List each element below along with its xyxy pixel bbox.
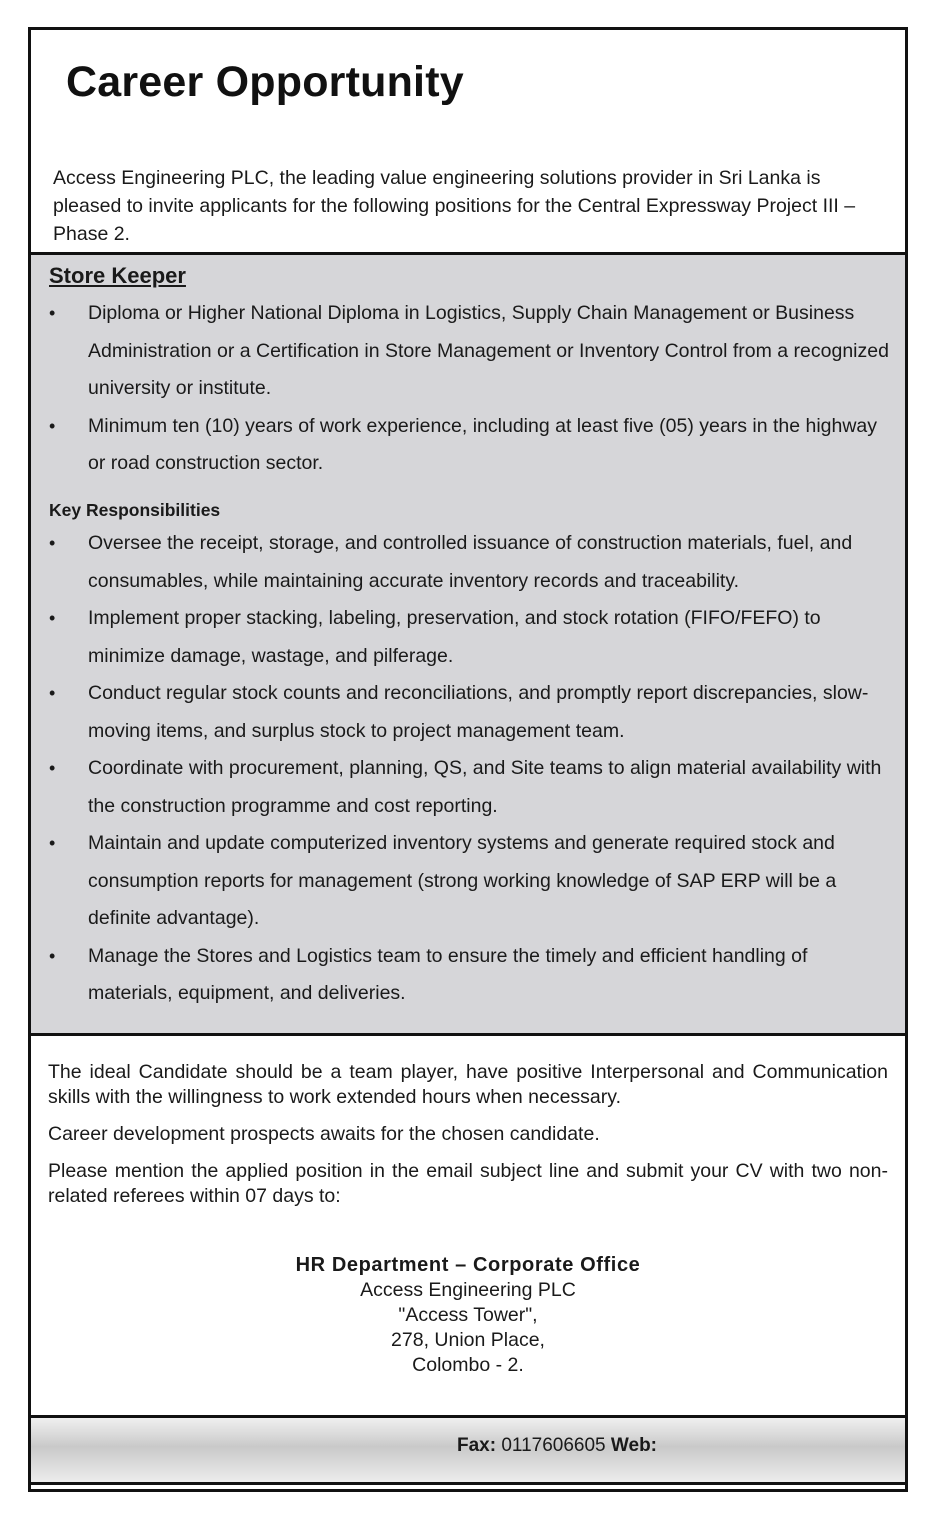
- address-line: Colombo - 2.: [412, 1354, 524, 1376]
- fax-number: 0117606605: [501, 1435, 606, 1456]
- page-title: Career Opportunity: [66, 58, 464, 106]
- responsibility-item: [49, 675, 893, 750]
- requirement-item: [49, 408, 893, 483]
- address-block: [31, 1253, 905, 1378]
- contact-line: [457, 1435, 657, 1457]
- address-line: 278, Union Place,: [391, 1329, 545, 1351]
- responsibilities-list: [49, 525, 893, 1013]
- bullet-icon: •: [49, 758, 56, 778]
- responsibility-item: [49, 600, 893, 675]
- bullet-icon: •: [49, 303, 56, 323]
- responsibility-text: Implement proper stacking, labeling, preservation, and stock rotation (FIFO/FEFO) to minimize damage, wastage, and pilferage.: [88, 607, 821, 667]
- responsibility-item: [49, 750, 893, 825]
- bullet-icon: •: [49, 608, 56, 628]
- bullet-icon: •: [49, 945, 56, 966]
- contact-footer: [31, 1415, 905, 1485]
- closing-section: [48, 1060, 888, 1221]
- address-department: HR Department – Corporate Office: [295, 1254, 641, 1276]
- candidate-paragraph: The ideal Candidate should be a team player, have positive Interpersonal and Communication skills with the willingness to work extended hours when necessary.: [48, 1061, 888, 1108]
- responsibility-text: Conduct regular stock counts and reconciliations, and promptly report discrepancies, slow-moving items, and surplus stock to project management team.: [88, 682, 869, 742]
- address-line: Access Engineering PLC: [360, 1279, 576, 1301]
- requirement-text: Diploma or Higher National Diploma in Logistics, Supply Chain Management or Business Administration or a Certification in Store Management or Inventory Control from a recognized university or institute.: [88, 302, 889, 399]
- bullet-icon: •: [49, 833, 56, 853]
- responsibility-item: [49, 825, 893, 938]
- responsibility-text: Manage the Stores and Logistics team to ensure the timely and efficient handling of materials, equipment, and deliveries.: [88, 944, 808, 1004]
- requirement-item: [49, 295, 893, 408]
- position-section: [31, 252, 905, 1036]
- career-paragraph: Career development prospects awaits for the chosen candidate.: [48, 1123, 600, 1145]
- advert-frame: [28, 27, 908, 1492]
- web-label: Web:: [610, 1435, 657, 1456]
- responsibility-text: Coordinate with procurement, planning, QS, and Site teams to align material availability with the construction programme and cost reporting.: [88, 757, 882, 817]
- position-title: Store Keeper: [49, 263, 186, 288]
- responsibility-text: Oversee the receipt, storage, and controlled issuance of construction materials, fuel, and consumables, while maintaining accurate inventory records and traceability.: [88, 532, 853, 592]
- responsibilities-heading: Key Responsibilities: [49, 500, 221, 520]
- intro-paragraph: Access Engineering PLC, the leading value engineering solutions provider in Sri Lanka is pleased to invite applicants for the following positions for the Central Expressway Project III – Phase 2.: [53, 167, 856, 245]
- apply-instructions: Please mention the applied position in the email subject line and submit your CV with two non-related referees within 07 days to:: [48, 1160, 888, 1207]
- responsibility-text: Maintain and update computerized inventory systems and generate required stock and consumption reports for management (strong working knowledge of SAP ERP will be a definite advantage).: [88, 832, 837, 929]
- bullet-icon: •: [49, 415, 56, 436]
- requirements-list: [49, 295, 893, 483]
- fax-label: Fax:: [457, 1435, 497, 1456]
- responsibility-item: [49, 525, 893, 600]
- responsibility-item: [49, 938, 893, 1013]
- address-line: "Access Tower",: [398, 1304, 538, 1326]
- bullet-icon: •: [49, 683, 56, 703]
- bullet-icon: •: [49, 533, 56, 553]
- requirement-text: Minimum ten (10) years of work experience, including at least five (05) years in the highway or road construction sector.: [88, 414, 878, 474]
